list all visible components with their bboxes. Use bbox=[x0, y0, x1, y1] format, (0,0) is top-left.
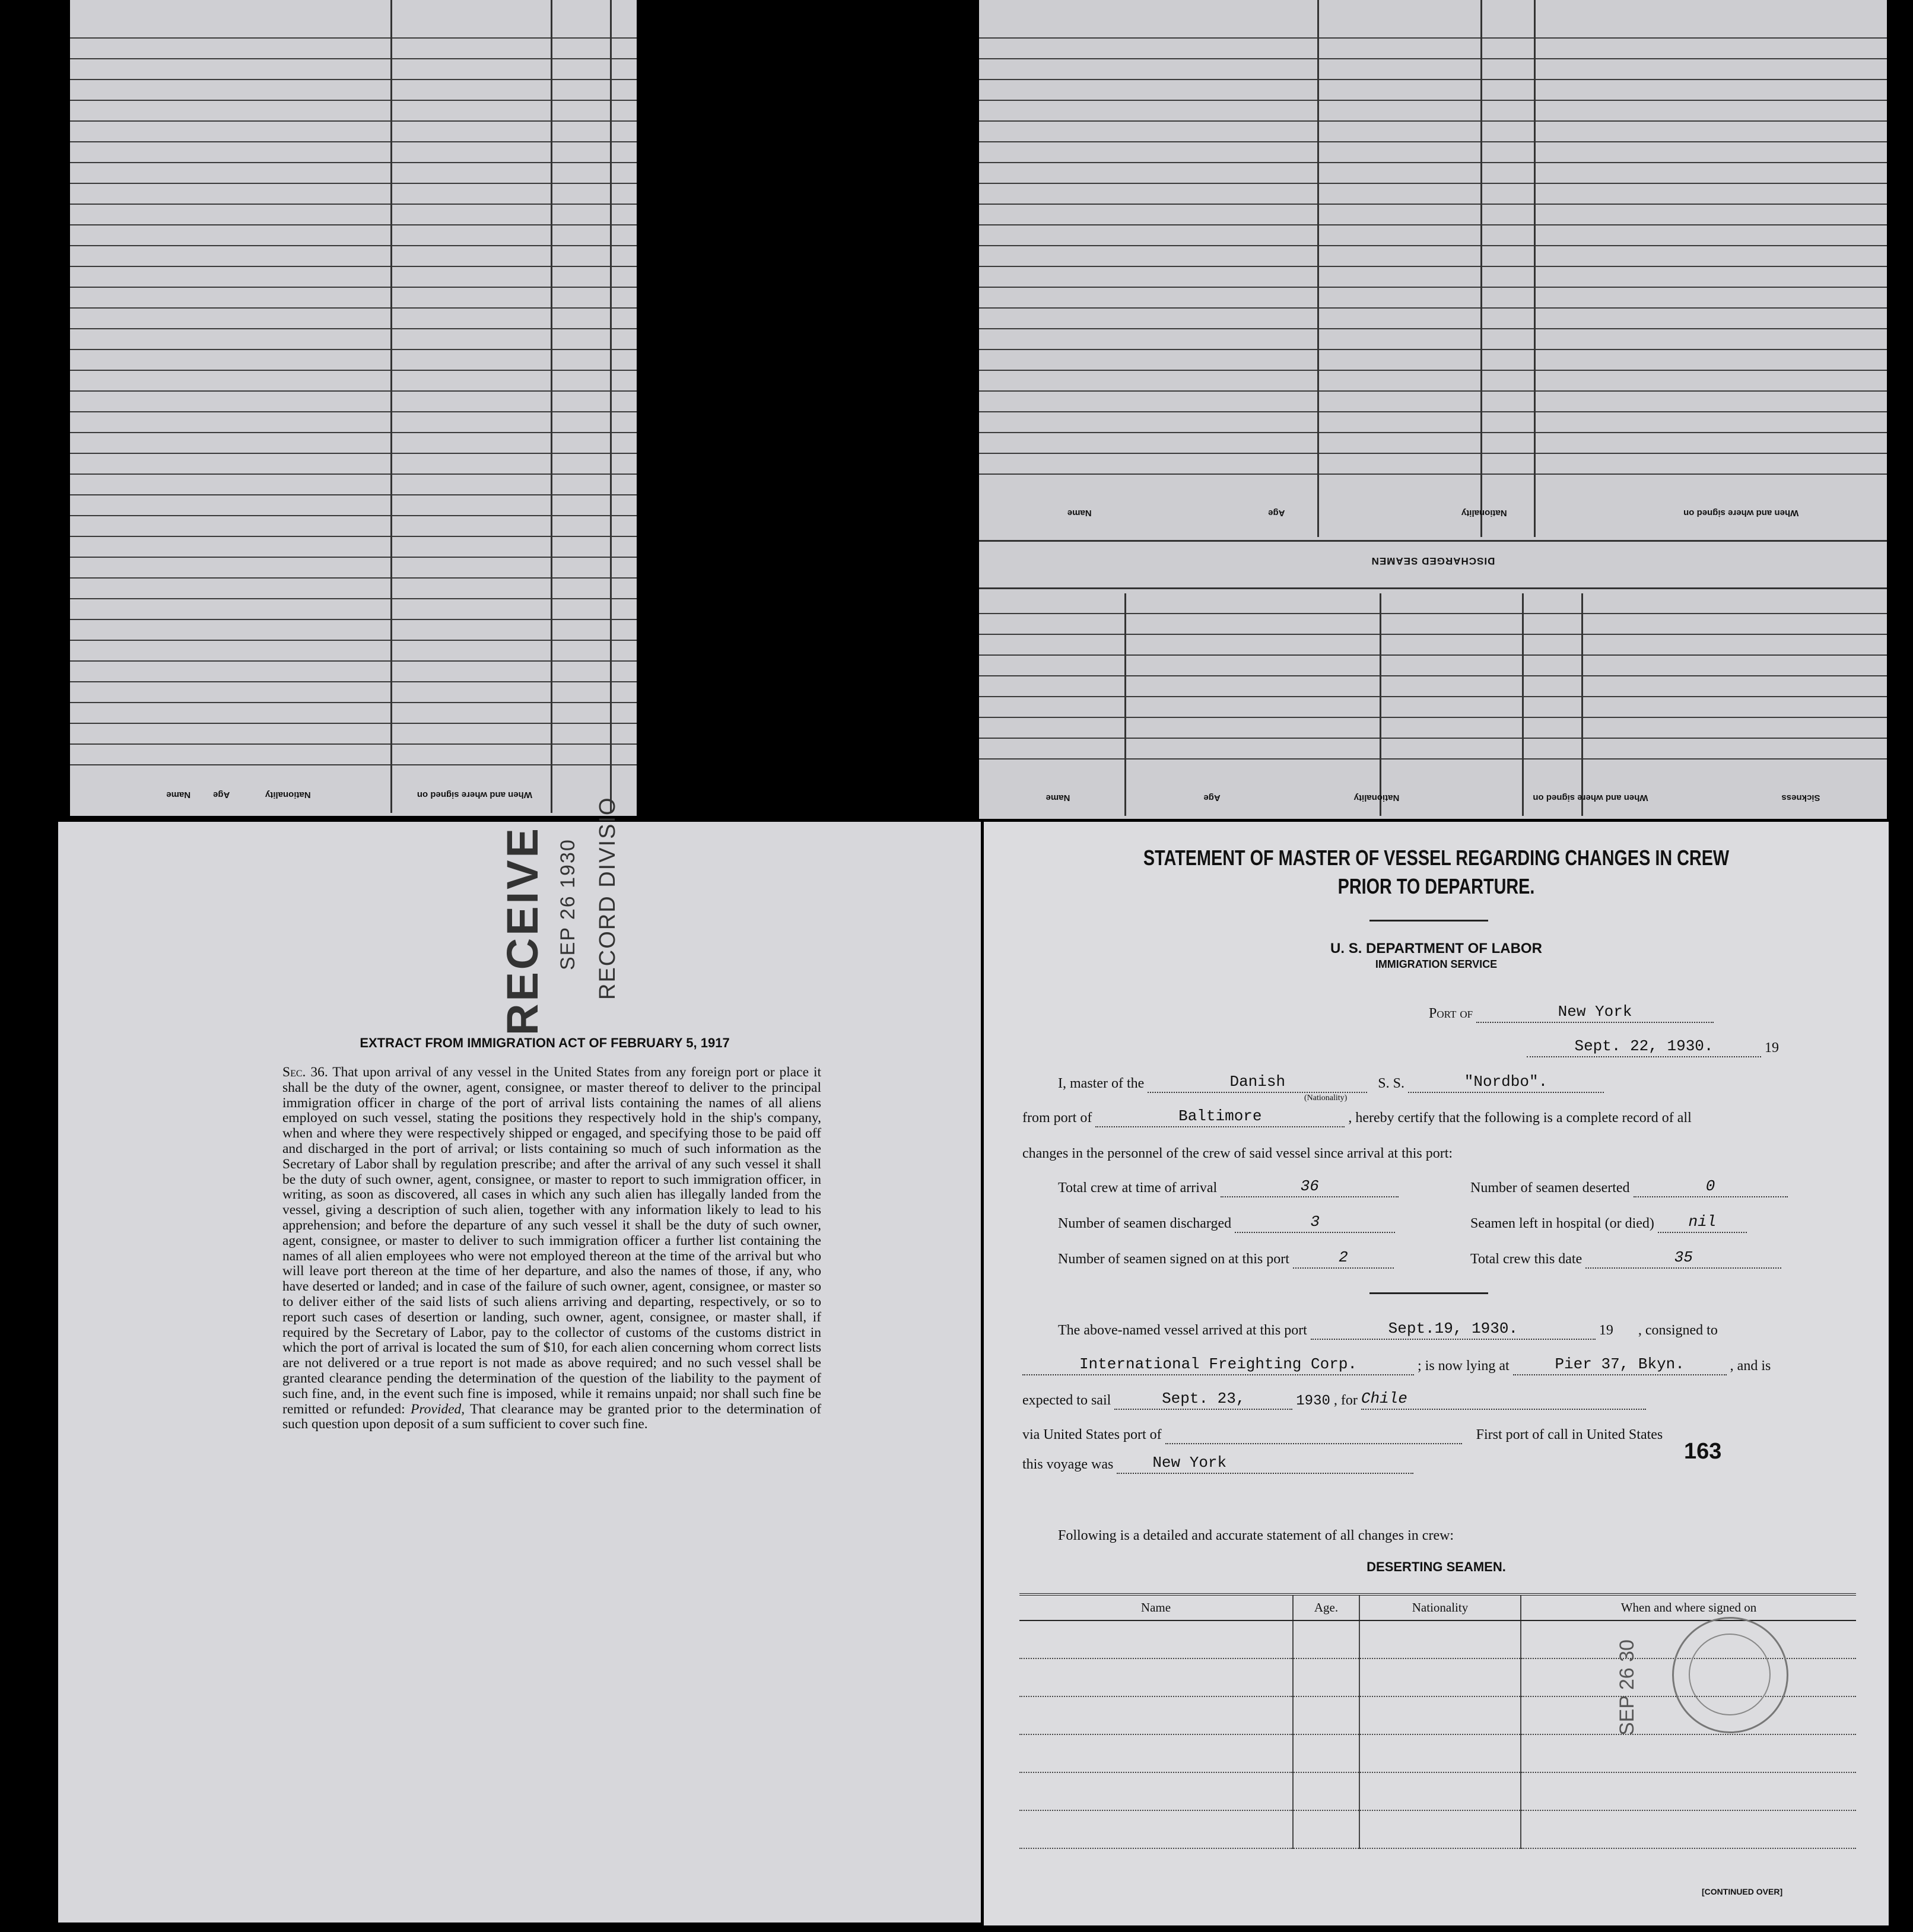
column-divider bbox=[1581, 593, 1583, 816]
sail-field bbox=[1114, 1390, 1292, 1410]
via-label: via United States port of bbox=[1022, 1427, 1162, 1442]
deserted-field bbox=[1634, 1177, 1788, 1197]
col-when-signed: When and where signed on bbox=[417, 790, 532, 800]
via-row bbox=[1022, 1427, 1663, 1444]
deserting-title: DESERTING SEAMEN. bbox=[1367, 1559, 1506, 1574]
col-sickness: Sickness bbox=[1781, 793, 1820, 803]
proviso-label: Provided, bbox=[411, 1401, 465, 1417]
and-is: , and is bbox=[1730, 1358, 1771, 1374]
col-name: Name bbox=[1067, 508, 1092, 519]
sail-label: expected to sail bbox=[1022, 1393, 1111, 1408]
extract-body bbox=[282, 1065, 821, 1432]
signed-on-value: 2 bbox=[1339, 1248, 1348, 1266]
column-divider bbox=[1380, 593, 1381, 816]
ruled-lines bbox=[979, 593, 1887, 771]
col-name: Name bbox=[1046, 793, 1070, 803]
deserted-value: 0 bbox=[1705, 1177, 1715, 1195]
total-crew-date-field bbox=[1585, 1248, 1781, 1269]
ruled-lines bbox=[979, 18, 1887, 487]
consigned-label: , consigned to bbox=[1638, 1323, 1718, 1338]
first-port-label: First port of call in United States bbox=[1476, 1427, 1663, 1442]
col-name: Name bbox=[1019, 1594, 1293, 1620]
column-divider bbox=[1534, 0, 1536, 537]
voyage-label: this voyage was bbox=[1022, 1457, 1114, 1472]
signed-on-field bbox=[1293, 1248, 1394, 1269]
statement-title-1: STATEMENT OF MASTER OF VESSEL REGARDING CHANGES IN CREW bbox=[1143, 846, 1730, 870]
hospital-label: Seamen left in hospital (or died) bbox=[1470, 1216, 1654, 1231]
col-nationality: Nationality bbox=[1461, 508, 1507, 519]
certify-text: , hereby certify that the following is a complete record of all bbox=[1348, 1110, 1692, 1126]
col-name: Name bbox=[166, 790, 191, 800]
date-value: Sept. 22, 1930. bbox=[1574, 1037, 1714, 1055]
col-when-signed: When and where signed on bbox=[1533, 793, 1648, 803]
extract-text: That upon arrival of any vessel in the United States from any foreign port or place it shall be the duty of the owner, agent, consignee, or master thereof to deliver to the principal immigration officer in charge of the port of arrival lists containing the names of all aliens employed on such vessel, stating the positions they respectively hold in the ship's company, when and where they were respectively shipped or engaged, and specifying those to be paid off and discharged in the port of arrival; or lists containing so much of such information as the Secretary of Labor shall by regulation prescribe; and after the arrival of any such vessel it shall be the duty of such owner, agent, consignee, or master to report to such immigration officer, in writing, as soon as discovered, all cases in which any such alien has illegally landed from the vessel, giving a description of such alien, together with any information likely to lead to his apprehension; and before the departure of any such vessel it shall be the duty of such owner, agent, consignee, or master to deliver to such immigration officer a further list containing the names of all alien employees who were not employed thereon at the time of the arrival but who will leave port thereon at the time of her departure, and also the names of those, if any, who have deserted or landed; and in case of the failure of such owner, agent, consignee, or master so to deliver either of the said lists of such aliens arriving and departing, respectively, or so to report such cases of desertion or landing, such owner, agent, consignee, or master shall, if required by the Secretary of Labor, pay to the collector of customs of the customs district in which the port of arrival is located the sum of $10, for each alien concerning whom correct lists are not delivered or a true report is not made as above required; and no such vessel shall be granted clearance pending the determination of the question of the liability to the payment of such fine, and, in the event such fine is imposed, while it remains unpaid; nor shall such fine be remitted or refunded: bbox=[282, 1064, 822, 1417]
signed-on-label: Number of seamen signed on at this port bbox=[1058, 1251, 1289, 1267]
column-divider bbox=[1522, 593, 1524, 816]
col-age: Age. bbox=[1293, 1594, 1359, 1620]
section-rule bbox=[1369, 1292, 1488, 1294]
column-divider bbox=[1480, 0, 1482, 537]
col-nationality: Nationality bbox=[265, 790, 311, 800]
received-stamp: RECEIVE bbox=[498, 826, 547, 1035]
for-field bbox=[1361, 1390, 1646, 1410]
title-rule bbox=[1369, 920, 1488, 921]
discharged-value: 3 bbox=[1310, 1213, 1320, 1231]
discharged-field bbox=[1235, 1213, 1395, 1233]
upper-right-headers bbox=[979, 501, 1887, 525]
extract-page bbox=[58, 796, 981, 1923]
table-row bbox=[1019, 1734, 1856, 1772]
consignee-field bbox=[1022, 1355, 1414, 1375]
upper-right-form bbox=[979, 0, 1887, 819]
col-age: Age bbox=[213, 790, 230, 800]
statement-page bbox=[984, 822, 1889, 1925]
from-port-field bbox=[1095, 1107, 1345, 1127]
voyage-row bbox=[1022, 1454, 1413, 1474]
nationality-field bbox=[1148, 1073, 1367, 1093]
column-divider bbox=[390, 0, 392, 813]
circular-stamp-inner bbox=[1689, 1634, 1771, 1715]
table-row bbox=[1019, 1772, 1856, 1810]
circular-stamp bbox=[1672, 1617, 1788, 1733]
for-value: Chile bbox=[1361, 1390, 1407, 1407]
arrived-year: 19 bbox=[1599, 1323, 1613, 1338]
col-nationality: Nationality bbox=[1359, 1594, 1521, 1620]
master-label: I, master of the bbox=[1058, 1076, 1145, 1091]
hospital-value: nil bbox=[1688, 1213, 1717, 1231]
arrived-field bbox=[1311, 1320, 1596, 1340]
arrived-value: Sept.19, 1930. bbox=[1388, 1320, 1518, 1337]
total-crew-date-label: Total crew this date bbox=[1470, 1251, 1582, 1267]
sail-row bbox=[1022, 1390, 1646, 1410]
from-port-row bbox=[1022, 1107, 1692, 1127]
date-stamp: SEP 26 30 bbox=[1616, 1639, 1638, 1736]
voyage-value: New York bbox=[1152, 1454, 1227, 1472]
nationality-value: Danish bbox=[1229, 1073, 1286, 1091]
col-age: Age bbox=[1268, 508, 1285, 519]
extract-title: EXTRACT FROM IMMIGRATION ACT OF FEBRUARY 5, 1917 bbox=[360, 1035, 730, 1050]
ss-label: S. S. bbox=[1378, 1076, 1404, 1091]
column-divider bbox=[551, 0, 552, 813]
total-crew-arrival-row bbox=[1058, 1177, 1399, 1197]
date-field bbox=[1527, 1037, 1761, 1057]
arrived-label: The above-named vessel arrived at this port bbox=[1058, 1323, 1307, 1338]
discharged-label: Number of seamen discharged bbox=[1058, 1216, 1232, 1231]
divider bbox=[979, 540, 1887, 542]
deserted-label: Number of seamen deserted bbox=[1470, 1180, 1630, 1196]
column-divider bbox=[610, 0, 612, 813]
nationality-caption: (Nationality) bbox=[1304, 1094, 1348, 1102]
received-stamp-date: SEP 26 1930 bbox=[557, 838, 579, 970]
port-label: Port of bbox=[1429, 1006, 1473, 1021]
total-crew-date-value: 35 bbox=[1674, 1248, 1693, 1266]
for-label: , for bbox=[1333, 1393, 1358, 1408]
col-age: Age bbox=[1203, 793, 1221, 803]
discharged-row bbox=[1058, 1213, 1395, 1233]
via-field bbox=[1165, 1427, 1462, 1444]
continued-over: [CONTINUED OVER] bbox=[1702, 1887, 1783, 1896]
column-divider bbox=[1124, 593, 1126, 816]
date-year: 19 bbox=[1765, 1040, 1779, 1056]
total-crew-date-row bbox=[1470, 1248, 1781, 1269]
received-stamp-division: RECORD DIVISIO bbox=[595, 796, 620, 1000]
master-row bbox=[1058, 1073, 1604, 1093]
total-crew-arrival-field bbox=[1221, 1177, 1399, 1197]
lying-label: ; is now lying at bbox=[1418, 1358, 1510, 1374]
table-row bbox=[1019, 1810, 1856, 1848]
changes-text: changes in the personnel of the crew of said vessel since arrival at this port: bbox=[1022, 1146, 1453, 1161]
statement-title-2: PRIOR TO DEPARTURE. bbox=[1337, 874, 1535, 898]
port-row bbox=[1429, 1003, 1714, 1023]
lying-value: Pier 37, Bkyn. bbox=[1555, 1355, 1685, 1373]
divider bbox=[979, 587, 1887, 589]
total-crew-arrival-label: Total crew at time of arrival bbox=[1058, 1180, 1218, 1196]
port-value: New York bbox=[1558, 1003, 1632, 1021]
discharged-seamen-title: DISCHARGED SEAMEN bbox=[1371, 555, 1495, 567]
port-field bbox=[1476, 1003, 1714, 1023]
ship-field bbox=[1408, 1073, 1604, 1093]
deserted-row bbox=[1470, 1177, 1788, 1197]
ship-value: "Nordbo". bbox=[1464, 1073, 1548, 1091]
upper-left-headers bbox=[70, 783, 637, 807]
sail-value: Sept. 23, bbox=[1162, 1390, 1245, 1407]
page-number: 163 bbox=[1684, 1439, 1722, 1464]
upper-left-form bbox=[70, 0, 637, 816]
voyage-field bbox=[1117, 1454, 1413, 1474]
following-text: Following is a detailed and accurate statement of all changes in crew: bbox=[1058, 1528, 1454, 1543]
proviso-text: That clearance may be granted prior to the determination of such question upon deposit of a sum sufficient to cover such fine. bbox=[282, 1401, 822, 1432]
sail-year: 1930 bbox=[1296, 1393, 1330, 1409]
signed-on-row bbox=[1058, 1248, 1394, 1269]
arrived-row bbox=[1058, 1320, 1718, 1340]
dept-heading: U. S. DEPARTMENT OF LABOR bbox=[1330, 940, 1542, 957]
col-when-signed: When and where signed on bbox=[1683, 508, 1799, 519]
hospital-row bbox=[1470, 1213, 1747, 1233]
total-crew-arrival-value: 36 bbox=[1300, 1177, 1319, 1195]
hospital-field bbox=[1658, 1213, 1747, 1233]
consignee-row bbox=[1022, 1355, 1771, 1375]
lying-field bbox=[1513, 1355, 1727, 1375]
date-row bbox=[1527, 1037, 1779, 1057]
from-port-value: Baltimore bbox=[1178, 1107, 1262, 1125]
service-heading: IMMIGRATION SERVICE bbox=[1375, 958, 1498, 970]
from-port-label: from port of bbox=[1022, 1110, 1092, 1126]
consignee-value: International Freighting Corp. bbox=[1079, 1355, 1358, 1373]
section-label: Sec. 36. bbox=[282, 1064, 328, 1080]
col-nationality: Nationality bbox=[1353, 793, 1400, 803]
col-when-signed: When and where signed on bbox=[1521, 1594, 1856, 1620]
discharged-headers bbox=[979, 786, 1887, 810]
column-divider bbox=[1317, 0, 1319, 537]
